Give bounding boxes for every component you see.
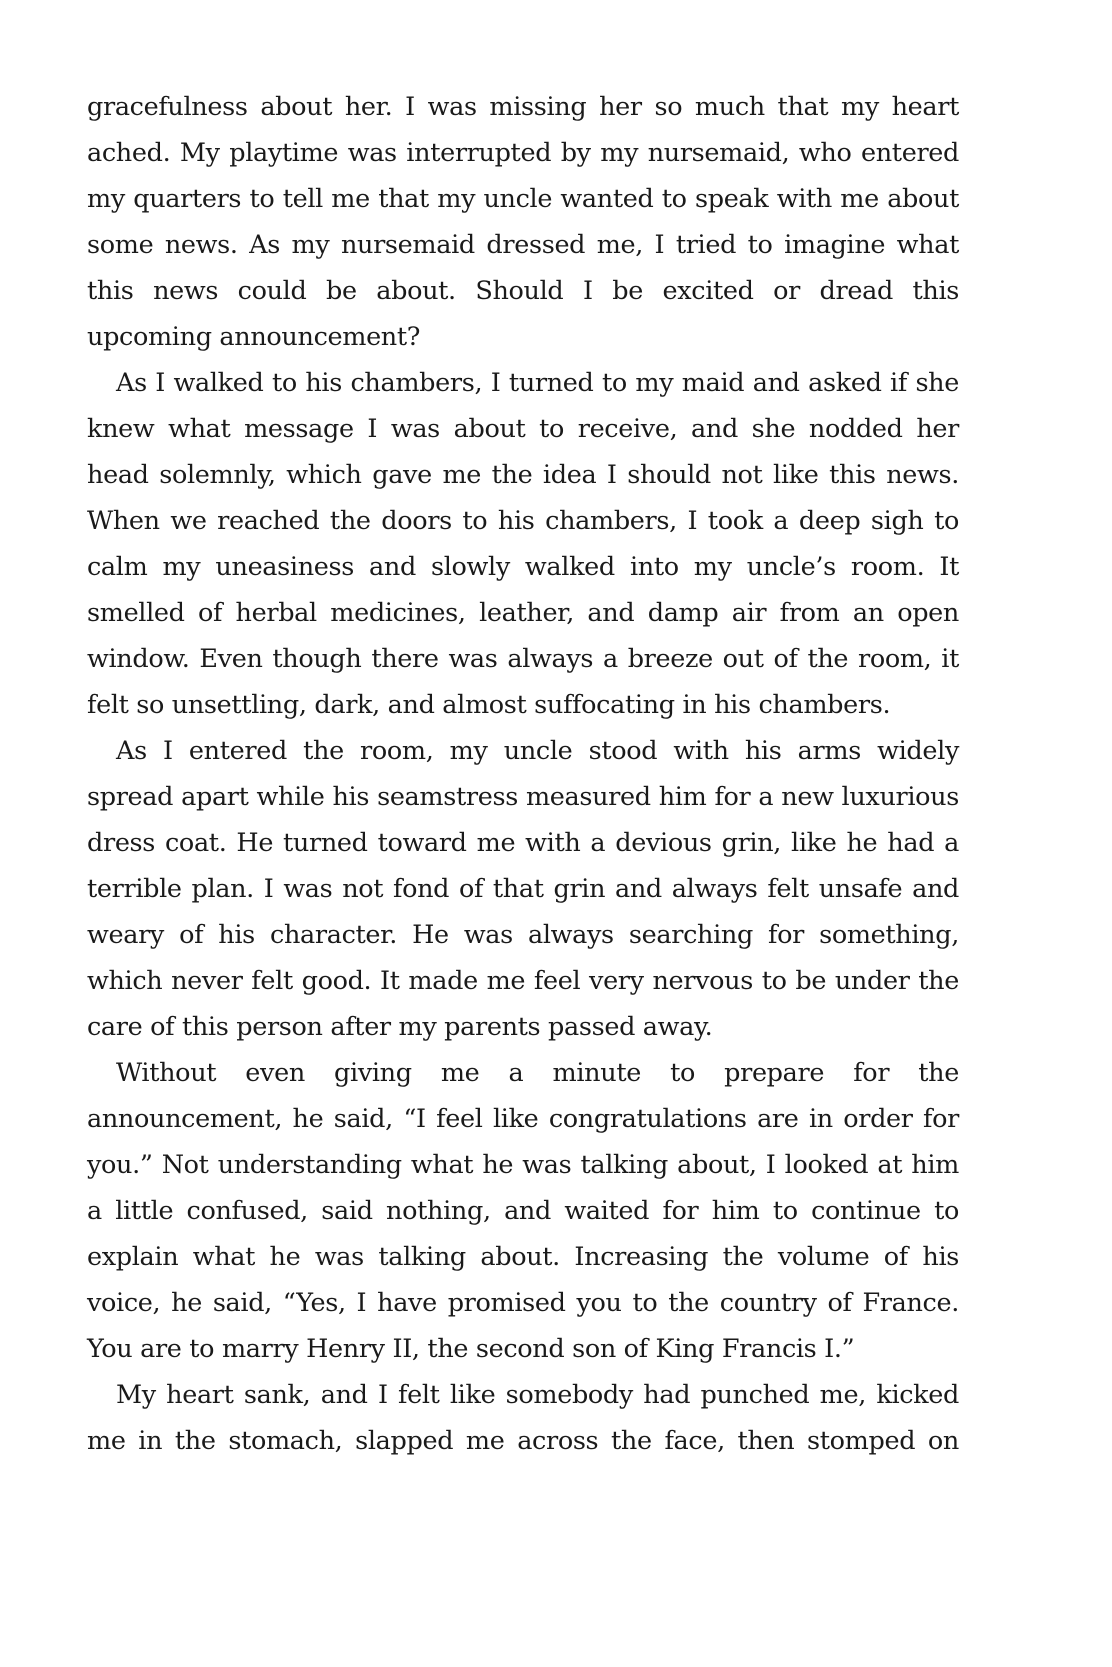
paragraph-announcement: Without even giving me a minute to prepare for the announcement, he said, “I feel like congratulations are in order for you.” Not understanding what he was talking about, I looked at him a little confused, said nothing, and waited for him to continue to explain what he was talking about. Increasing the volume of his voice, he said, “Yes, I have promised you to the country of France. You are to marry Henry II, the second son of King Francis I.” [87,1058,959,1364]
paragraph-continued: gracefulness about her. I was missing her so much that my heart ached. My playtime was interrupted by my nursemaid, who entered my quarters to tell me that my uncle wanted to speak with me about some news. As my nursemaid dressed me, I tried to imagine what this news could be about. Should I be excited or dread this upcoming announcement? [87,92,959,352]
paragraph-walk-to-chambers: As I walked to his chambers, I turned to my maid and asked if she knew what message I was about to receive, and she nodded her head solemnly, which gave me the idea I should not like this news. When we reached the doors to his chambers, I took a deep sigh to calm my uneasiness and slowly walked into my uncle’s room. It smelled of herbal medicines, leather, and damp air from an open window. Even though there was always a breeze out of the room, it felt so unsettling, dark, and almost suffocating in his chambers. [87,368,959,720]
paragraph-uncle-measured: As I entered the room, my uncle stood with his arms widely spread apart while his seamstress measured him for a new luxurious dress coat. He turned toward me with a devious grin, like he had a terrible plan. I was not fond of that grin and always felt unsafe and weary of his character. He was always searching for something, which never felt good. It made me feel very nervous to be under the care of this person after my parents passed away. [87,736,959,1042]
paragraph-heart-sank: My heart sank, and I felt like somebody had punched me, kicked me in the stomach, slapped me across the face, then stomped on [87,1380,959,1456]
book-page [87,84,959,1464]
